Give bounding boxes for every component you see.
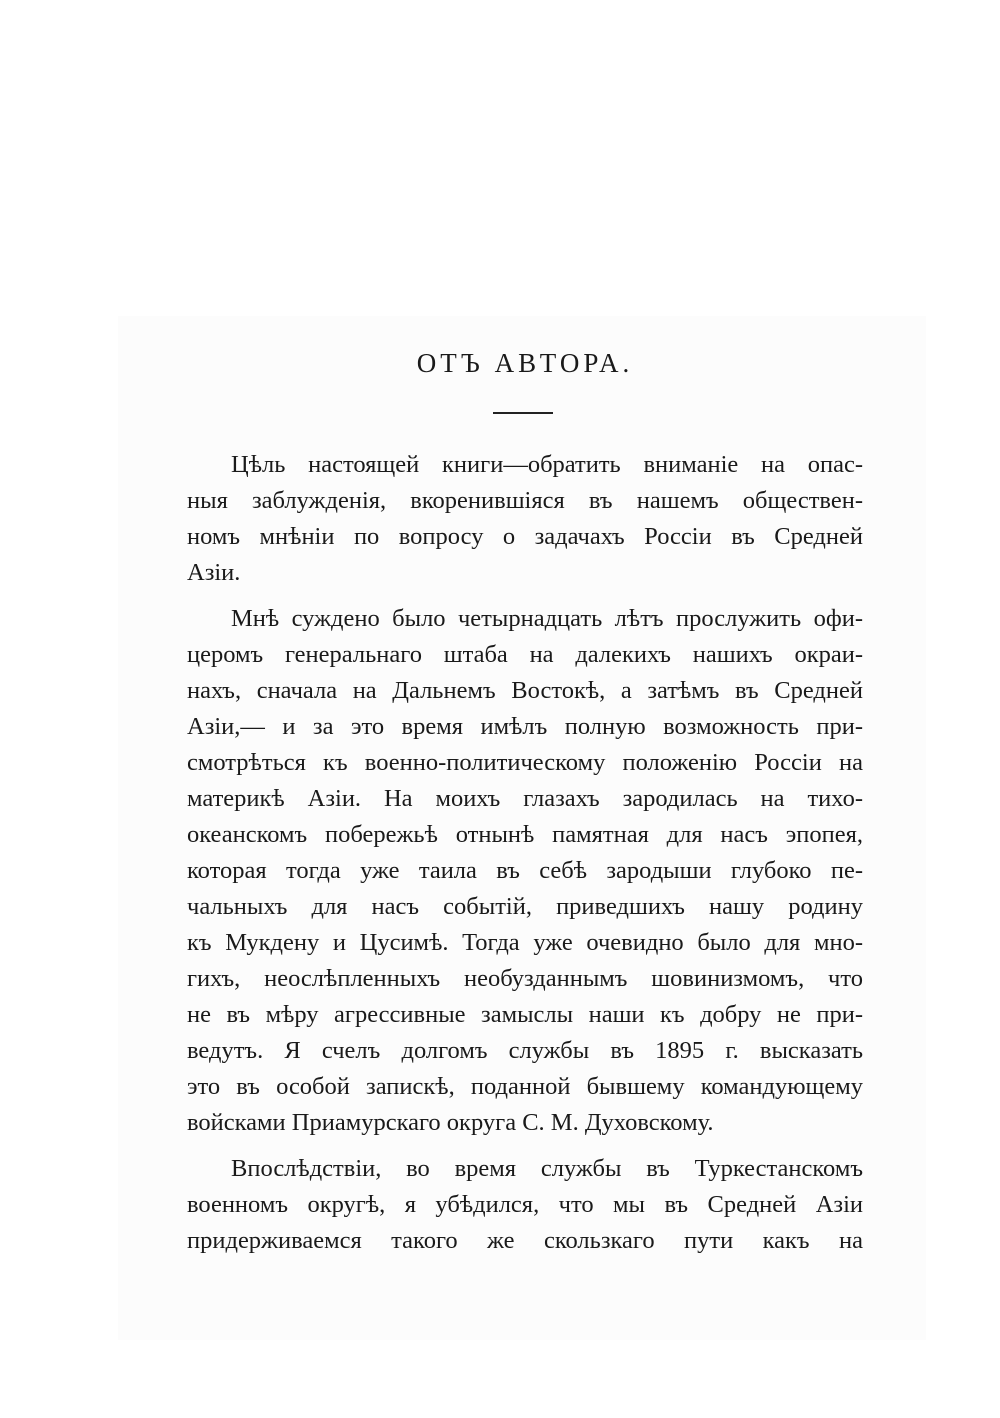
text-line: ведутъ. Я счелъ долгомъ службы въ 1895 г. высказать [187,1037,863,1064]
text-line: Азіи. [187,559,241,586]
text-line: Азіи,— и за это время имѣлъ полную возможность при- [187,713,863,740]
text-line: войсками Приамурскаго округа С. М. Духовскому. [187,1109,714,1136]
text-line: церомъ генеральнаго штаба на далекихъ нашихъ окраи- [187,641,863,668]
text-line: военномъ округѣ, я убѣдился, что мы въ Средней Азіи [187,1191,863,1218]
text-line: океанскомъ побережьѣ отнынѣ памятная для насъ эпопея, [187,821,863,848]
title-divider [493,412,553,414]
text-line: ныя заблужденія, вкоренившіяся въ нашемъ обществен- [187,487,863,514]
paragraph [187,601,863,1141]
text-line: къ Мукдену и Цусимѣ. Тогда уже очевидно было для мно- [187,929,863,956]
text-line: это въ особой запискѣ, поданной бывшему командующему [187,1073,863,1100]
text-line: нахъ, сначала на Дальнемъ Востокѣ, а затѣмъ въ Средней [187,677,863,704]
page-title: ОТЪ АВТОРА. [416,348,634,378]
paragraph [187,447,863,591]
text-line: Мнѣ суждено было четырнадцать лѣтъ прослужить офи- [231,605,863,632]
text-line: смотрѣться къ военно-политическому положенію Россіи на [187,749,863,776]
text-line: которая тогда уже таила въ себѣ зародыши глубоко пе- [187,857,863,884]
text-line: чальныхъ для насъ событій, приведшихъ нашу родину [187,893,863,920]
text-line: Впослѣдствіи, во время службы въ Туркестанскомъ [231,1155,863,1182]
paragraph [187,1151,863,1259]
text-line: гихъ, неослѣпленныхъ необузданнымъ шовинизмомъ, что [187,965,863,992]
text-line: не въ мѣру агрессивные замыслы наши къ добру не при- [187,1001,863,1028]
paragraph-gap [187,591,863,601]
text-line: Цѣль настоящей книги—обратить вниманіе на опас- [231,451,863,478]
text-line: придерживаемся такого же скользкаго пути какъ на [187,1227,863,1254]
body-text [187,447,863,1259]
text-line: номъ мнѣніи по вопросу о задачахъ Россіи въ Средней [187,523,863,550]
paragraph-gap [187,1141,863,1151]
text-line: материкѣ Азіи. На моихъ глазахъ зародилась на тихо- [187,785,863,812]
